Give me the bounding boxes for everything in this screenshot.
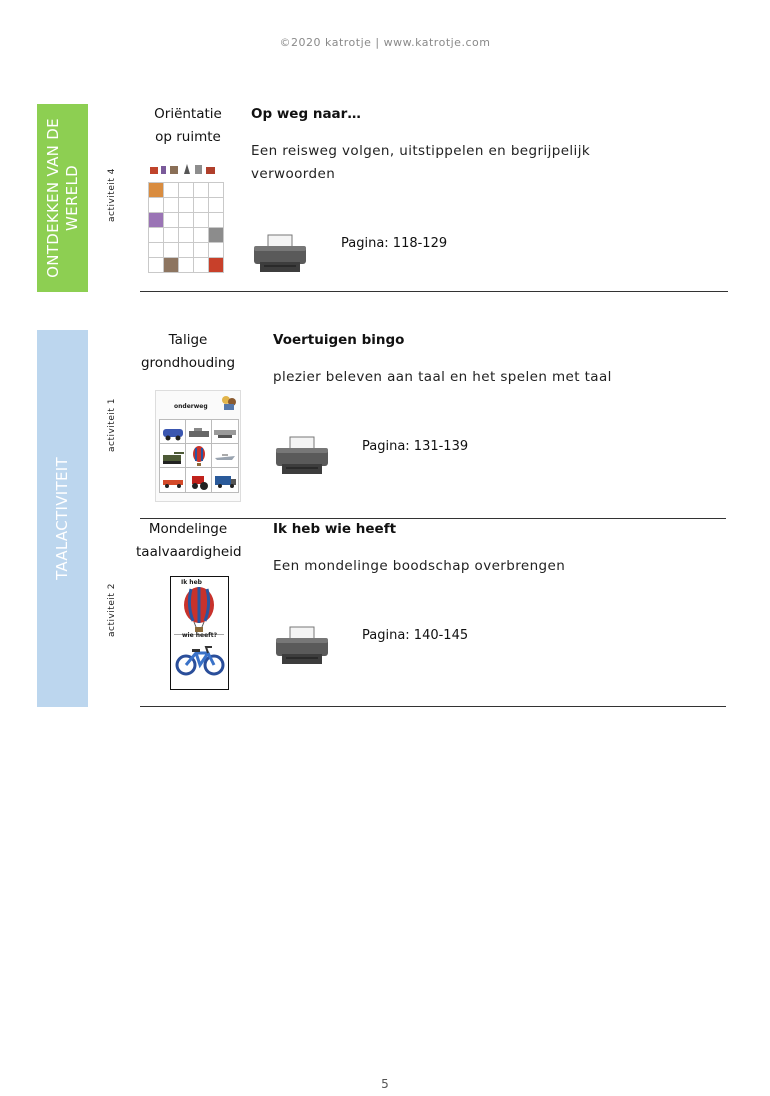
page-reference: Pagina: 131-139 [362,439,469,454]
printer-icon[interactable] [274,626,330,666]
activity-title: Op weg naar… [251,106,361,122]
printer-icon[interactable] [252,234,308,274]
page-reference: Pagina: 118-129 [341,236,448,251]
section-band-label: ONTDEKKEN VAN DE WERELD [43,118,81,278]
activity-title: Voertuigen bingo [273,332,405,348]
section-band-label: TAALACTIVITEIT [53,457,71,580]
activity-label: activiteit 4 [107,167,118,223]
thumbnail-heading: onderweg [174,403,208,410]
thumbnail-text-ik-heb: Ik heb [181,579,202,586]
thumbnail-text-wie-heeft: wie heeft? [182,632,218,639]
characters-icon [220,393,238,411]
section-band-ontdekken [37,104,88,292]
bicycle-icon [174,643,226,677]
page-reference: Pagina: 140-145 [362,628,469,643]
activity-description: Een reisweg volgen, uitstippelen en begrijpelijk verwoorden [251,143,591,182]
section-divider [140,706,726,707]
activity-label: activiteit 2 [107,582,118,638]
activity-topic: Talige grondhouding [140,332,236,371]
activity-description: Een mondelinge boodschap overbrengen [273,558,566,574]
activity-label: activiteit 1 [107,397,118,453]
activity-label-container [95,380,129,470]
printer-icon[interactable] [274,436,330,476]
landmark-icons-row [148,162,230,178]
activity-thumbnail-grid [148,162,230,276]
activity-thumbnail-bingo [155,390,241,502]
activity-label-container [95,150,129,240]
section-divider [140,291,728,292]
activity-label-container [95,565,129,655]
activity-topic: Mondelinge taalvaardigheid [136,521,242,560]
activity-topic: Oriëntatie op ruimte [154,106,222,145]
activity-description: plezier beleven aan taal en het spelen met taal [273,369,612,385]
page-number: 5 [381,1077,389,1091]
activity-title: Ik heb wie heeft [273,521,397,537]
page-header-copyright: ©2020 katrotje | www.katrotje.com [279,36,491,49]
activity-thumbnail-card [170,576,229,690]
section-band-taalactiviteit [37,330,88,707]
hot-air-balloon-icon [181,585,217,633]
